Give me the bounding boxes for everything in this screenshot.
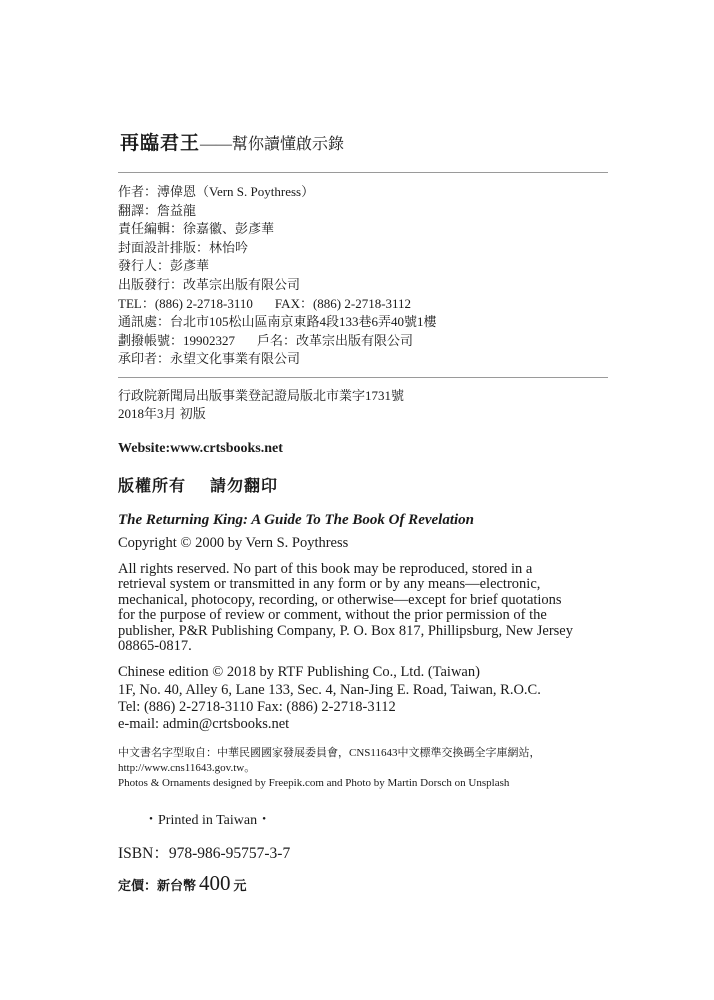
rights-line: retrieval system or transmitted in any form or by any means—electronic,: [118, 576, 541, 593]
registration-block: [118, 387, 608, 423]
copyright-page: [118, 128, 608, 896]
english-title: The Returning King: A Guide To The Book Of Revelation: [118, 511, 475, 528]
publisher-address: 1F, No. 40, Alley 6, Lane 133, Sec. 4, Nan-Jing E. Road, Taiwan, R.O.C.: [118, 681, 541, 698]
font-note-url: http://www.cns11643.gov.tw。: [118, 761, 256, 774]
credit-address: 通訊處：台北市105松山區南京東路4段133巷6弄40號1樓: [118, 314, 437, 330]
registration-edition: 2018年3月 初版: [118, 405, 206, 421]
credit-account-name: 戶名：改革宗出版有限公司: [257, 332, 414, 348]
publisher-email: e-mail: admin@crtsbooks.net: [118, 716, 290, 733]
publisher-tel-fax: Tel: (886) 2-2718-3110 Fax: (886) 2-2718-3112: [118, 698, 396, 715]
credit-cover: 封面設計排版：林怡吟: [118, 239, 249, 255]
price: [118, 871, 608, 896]
credits-block: [118, 183, 608, 369]
credit-fax: FAX：(886) 2-2718-3112: [274, 295, 412, 311]
font-note-line: 中文書名字型取自：中華民國國家發展委員會，CNS11643中文標準交換碼全字庫網站，: [118, 746, 541, 759]
price-unit: 元: [233, 878, 247, 894]
rights-cn-b: 請勿翻印: [210, 477, 279, 495]
rights-line: All rights reserved. No part of this book may be reproduced, stored in a: [118, 560, 533, 577]
credit-tel-fax: [118, 295, 608, 314]
rights-line: 08865-0817.: [118, 637, 192, 654]
credit-translator: 翻譯：詹益龍: [118, 202, 197, 218]
divider-top: [118, 172, 608, 173]
photo-credit: Photos & Ornaments designed by Freepik.com and Photo by Martin Dorsch on Unsplash: [118, 776, 510, 789]
credit-author: 作者：溥偉恩（Vern S. Poythress）: [118, 184, 315, 199]
credit-tel: TEL：(886) 2-2718-3110: [118, 295, 253, 311]
rights-line: for the purpose of review or comment, without the prior permission of the: [118, 607, 547, 624]
credit-publisher: 出版發行：改革宗出版有限公司: [118, 276, 301, 292]
book-title-main: 再臨君王: [120, 133, 201, 154]
website: Website:www.crtsbooks.net: [118, 440, 283, 456]
credit-publisher-person: 發行人：彭彥華: [118, 258, 210, 274]
isbn: ISBN：978-986-95757-3-7: [118, 844, 291, 862]
credit-account: 劃撥帳號：19902327: [118, 332, 236, 348]
credit-account-line: [118, 332, 608, 351]
price-label: 定價：新台幣: [118, 878, 197, 894]
book-title: [120, 128, 608, 155]
book-title-sub: ——幫你讀懂啟示錄: [200, 136, 345, 153]
divider-bottom: [118, 377, 608, 378]
rights-line: mechanical, photocopy, recording, or otherwise—except for brief quotations: [118, 591, 562, 608]
credit-editor: 責任編輯：徐嘉徽、彭彥華: [118, 221, 275, 237]
price-amount: 400: [199, 870, 231, 895]
chinese-edition-block: [118, 664, 608, 733]
rights-cn-a: 版權所有: [118, 477, 187, 495]
printed-in: ・Printed in Taiwan・: [144, 812, 272, 828]
registration-license: 行政院新聞局出版事業登記證局版北市業字1731號: [118, 387, 405, 403]
rights-line: publisher, P&R Publishing Company, P. O. Box 817, Phillipsburg, New Jersey: [118, 622, 573, 639]
rights-reserved-cn: [118, 473, 608, 496]
credit-printer: 承印者：永望文化事業有限公司: [118, 351, 301, 367]
font-credit-note: [118, 746, 608, 791]
rights-paragraph: [118, 562, 608, 654]
chinese-edition: Chinese edition © 2018 by RTF Publishing Co., Ltd. (Taiwan): [118, 664, 480, 681]
english-copyright: Copyright © 2000 by Vern S. Poythress: [118, 534, 349, 551]
